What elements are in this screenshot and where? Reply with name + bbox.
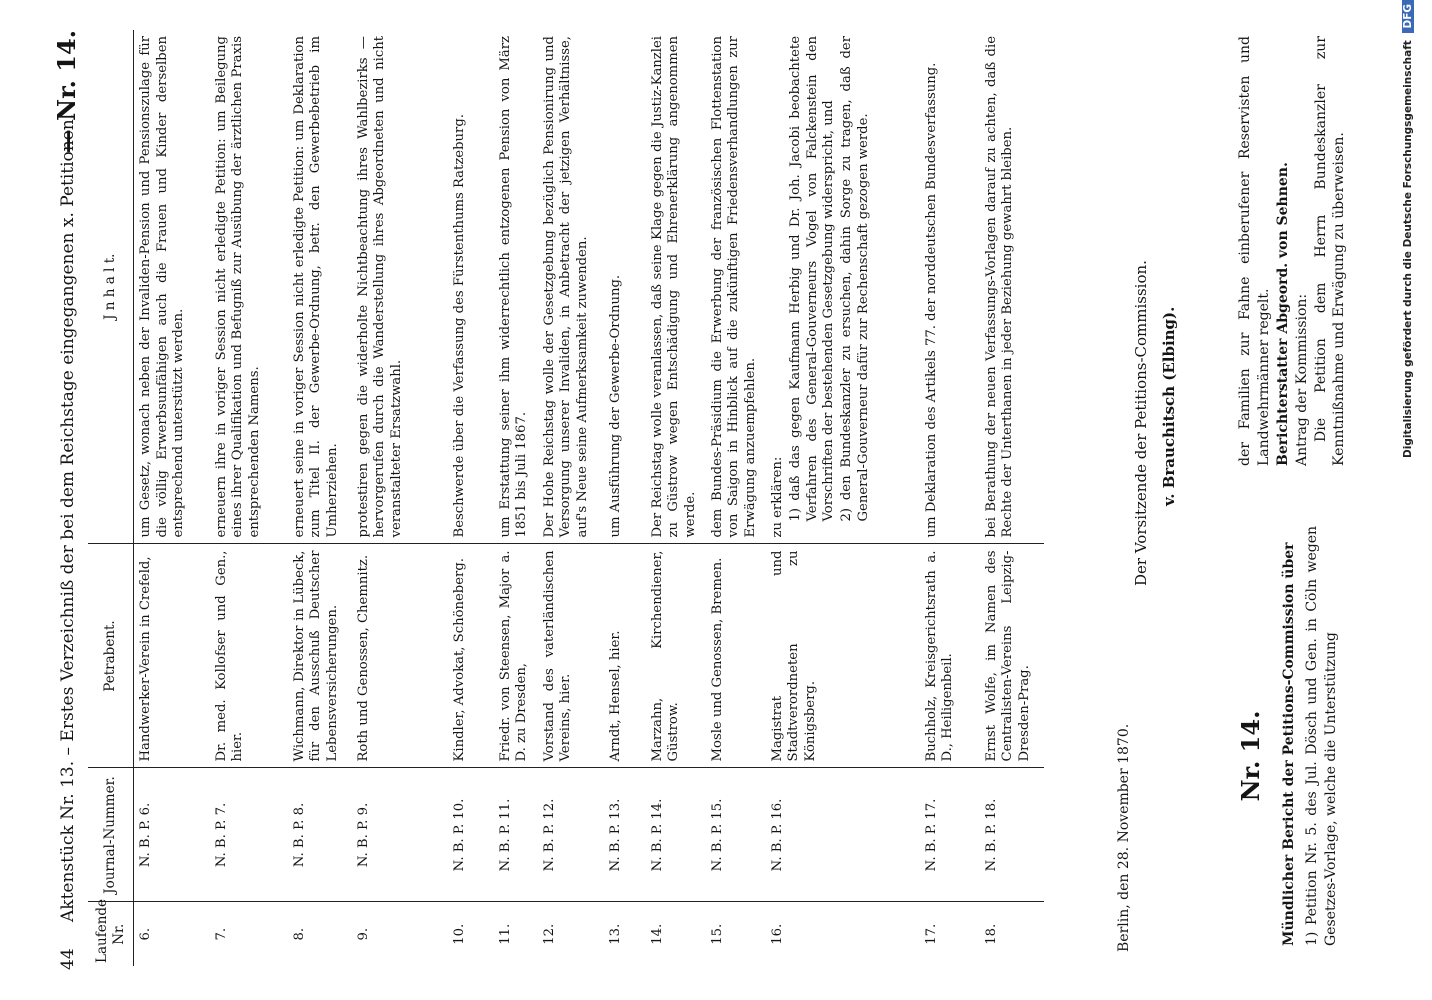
journal-number: N. B. P. 9. <box>352 768 448 902</box>
table-row <box>288 30 352 966</box>
table-row <box>352 30 448 966</box>
sub-point: 1) daß das gegen Kaufmann Herbig und Dr. Joh. Jacobi beobachtete Verfahren des General-Gouverneurs Vogel von Falckenstein den Vorschriften der bestehenden Gesetzgebung widerspricht, und <box>788 36 837 522</box>
row-number: 6. <box>138 927 154 941</box>
content: dem Bundes-Präsidium die Erwerbung der französischen Flottenstation von Saigon in Hinblick auf die zukünftigen Friedensverhandlungen zur Erwägung anzuempfehlen. <box>706 30 766 544</box>
page-title: Aktenstück Nr. 13. – Erstes Verzeichniß der bei dem Reichstage eingegangenen x. Petitionen. <box>58 113 78 922</box>
date-line: Berlin, den 28. November 1870. <box>1116 723 1132 952</box>
report-intro <box>1280 526 1341 946</box>
petitioner: Wichmann, Direktor in Lübeck, für den Ausschuß Deutscher Lebensversicherungen. <box>288 544 352 768</box>
journal-number: N. B. P. 12. <box>538 768 604 902</box>
page-number: 44 <box>58 948 78 970</box>
content: Der Reichstag wolle veranlassen, daß seine Klage gegen die Justiz-Kanzlei zu Güstrow wegen Entschädigung und Ehrenerklärung angenommen werde. <box>646 30 706 544</box>
content <box>766 30 920 544</box>
table-row <box>980 30 1044 966</box>
digitization-note <box>1402 0 1414 700</box>
petitioner: Kindler, Advokat, Schöneberg. <box>448 544 494 768</box>
digitization-text: Digitalisierung gefördert durch die Deutsche Forschungsgemeinschaft <box>1402 40 1414 458</box>
content: um Deklaration des Artikels 77. der norddeutschen Bundesverfassung. <box>920 30 980 544</box>
section-heading: Nr. 14. <box>1236 710 1265 802</box>
row-number: 8. <box>291 927 307 941</box>
row-number: 15. <box>709 923 725 945</box>
reporter-line: Berichterstatter Abgeord. von Sehnen. <box>1274 162 1291 466</box>
table-row <box>494 30 538 966</box>
content: um Erstattung seiner ihm widerrechtlich entzogenen Pension von März 1851 bis Juli 1867. <box>494 30 538 544</box>
content: Der Hohe Reichstag wolle der Gesetzgebung bezüglich Pensionirung und Versorgung unserer Invaliden, in Anbetracht der jetzigen Verhältnisse, auf's Neue seine Aufmerksamkeit zuwenden. <box>538 30 604 544</box>
journal-number: N. B. P. 13. <box>604 768 646 902</box>
table-row <box>706 30 766 966</box>
signature-title: Der Vorsitzende der Petitions-Commission. <box>1132 260 1150 586</box>
row-number: 18. <box>983 923 999 945</box>
petitioner: Arndt, Hensel, hier. <box>604 544 646 768</box>
sub-points <box>788 36 872 522</box>
content: erneuert seine in voriger Session nicht erledigte Petition: um Deklaration zum Titel II. der Gewerbe-Ordnung, betr. den Gewerbebetrieb im Umherziehen. <box>288 30 352 544</box>
content: bei Berathung der neuen Verfassungs-Vorlagen darauf zu achten, daß die Rechte der Unterthanen in jeder Beziehung gewahrt bleiben. <box>980 30 1044 544</box>
petition-item: 1) Petition Nr. 5. des Jul. Dösch und Gen. in Cöln wegen Gesetzes-Vorlage, welche die Unterstützung <box>1303 526 1339 946</box>
content: protestiren gegen die widerholte Nichtbeachtung ihres Wahlbezirks — hervorgerufen durch die Wanderstellung ihres Abgeordneten und nicht veranstalteter Ersatzwahl. <box>352 30 448 544</box>
table-row <box>766 30 920 966</box>
table-row <box>134 30 210 966</box>
continuation-text: der Familien zur Fahne einberufener Reservisten und Landwehrmänner regelt. <box>1237 36 1272 466</box>
table-row <box>210 30 288 966</box>
col-header-journal: Journal-Nummer. <box>88 768 134 902</box>
row-number: 17. <box>923 923 939 945</box>
journal-number: N. B. P. 17. <box>920 768 980 902</box>
dfg-badge: DFG <box>1402 0 1414 33</box>
petitioner: Magistrat und Stadtverordneten zu Königsberg. <box>766 544 920 768</box>
col-header-number: Laufende Nr. <box>88 902 134 966</box>
table-row <box>920 30 980 966</box>
journal-number: N. B. P. 15. <box>706 768 766 902</box>
col-header-petitioner: Petrabent. <box>88 544 134 768</box>
table-row <box>646 30 706 966</box>
journal-number: N. B. P. 11. <box>494 768 538 902</box>
row-number: 13. <box>607 923 623 945</box>
sub-point: 2) den Bundeskanzler zu ersuchen, dahin Sorge zu tragen, daß der General-Gouverneur dafür zur Rechenschaft gezogen werde. <box>839 36 871 522</box>
row-number: 7. <box>213 927 229 941</box>
petitioner: Handwerker-Verein in Crefeld, <box>134 544 210 768</box>
row-number: 10. <box>451 923 467 945</box>
running-header <box>52 30 86 970</box>
col-header-content: J n h a l t. <box>88 30 134 544</box>
register-footer <box>1116 30 1212 966</box>
journal-number: N. B. P. 14. <box>646 768 706 902</box>
petitioner: Vorstand des vaterländischen Vereins, hier. <box>538 544 604 768</box>
content-intro: zu erklären: <box>769 456 785 538</box>
petitioner: Buchholz, Kreisgerichtsrath a. D., Heiligenbeil. <box>920 544 980 768</box>
petitioner: Ernst Wolfe, im Namen des Centralisten-Vereins Leipzig-Dresden-Prag. <box>980 544 1044 768</box>
table-row <box>604 30 646 966</box>
motion-text: Die Petition dem Herrn Bundeskanzler zur Kenntnißnahme und Erwägung zu überweisen. <box>1312 36 1348 466</box>
table-row <box>448 30 494 966</box>
petitioner: Roth und Genossen, Chemnitz. <box>352 544 448 768</box>
content: um Gesetz, wonach neben der Invaliden-Pension und Pensionszulage für die völlig Erwerbsunfähigen auch die Frauen und Kinder derselben entsprechend unterstützt werden. <box>134 30 210 544</box>
table-row <box>538 30 604 966</box>
petition-register-table <box>88 30 1044 966</box>
signature-name: v. Brauchitsch (Elbing). <box>1160 306 1178 506</box>
next-section-ref: — Nr. 14. <box>52 30 81 154</box>
journal-number: N. B. P. 10. <box>448 768 494 902</box>
row-number: 16. <box>769 923 785 945</box>
journal-number: N. B. P. 18. <box>980 768 1044 902</box>
report-continuation <box>1236 36 1349 466</box>
motion-intro: Antrag der Kommission: <box>1293 293 1310 466</box>
petitioner: Marzahn, Kirchendiener, Güstrow. <box>646 544 706 768</box>
content: um Ausführung der Gewerbe-Ordnung. <box>604 30 646 544</box>
journal-number: N. B. P. 8. <box>288 768 352 902</box>
journal-number: N. B. P. 6. <box>134 768 210 902</box>
petitioner: Mosle und Genossen, Bremen. <box>706 544 766 768</box>
journal-number: N. B. P. 7. <box>210 768 288 902</box>
row-number: 12. <box>541 923 557 945</box>
petitioner: Friedr. von Steensen, Major a. D. zu Dresden, <box>494 544 538 768</box>
journal-number: N. B. P. 16. <box>766 768 920 902</box>
row-number: 14. <box>649 923 665 945</box>
content: Beschwerde über die Verfassung des Fürstenthums Ratzeburg. <box>448 30 494 544</box>
report-title: Mündlicher Bericht der Petitions-Commission über <box>1281 542 1297 946</box>
petitioner: Dr. med. Kollofser und Gen., hier. <box>210 544 288 768</box>
content: erneuern ihre in voriger Session nicht erledigte Petition: um Beilegung eines ihrer Qualifikation und Befugniß zur Ausübung der ärztlichen Praxis entsprechenden Namens. <box>210 30 288 544</box>
row-number: 11. <box>497 923 513 945</box>
row-number: 9. <box>355 927 371 941</box>
